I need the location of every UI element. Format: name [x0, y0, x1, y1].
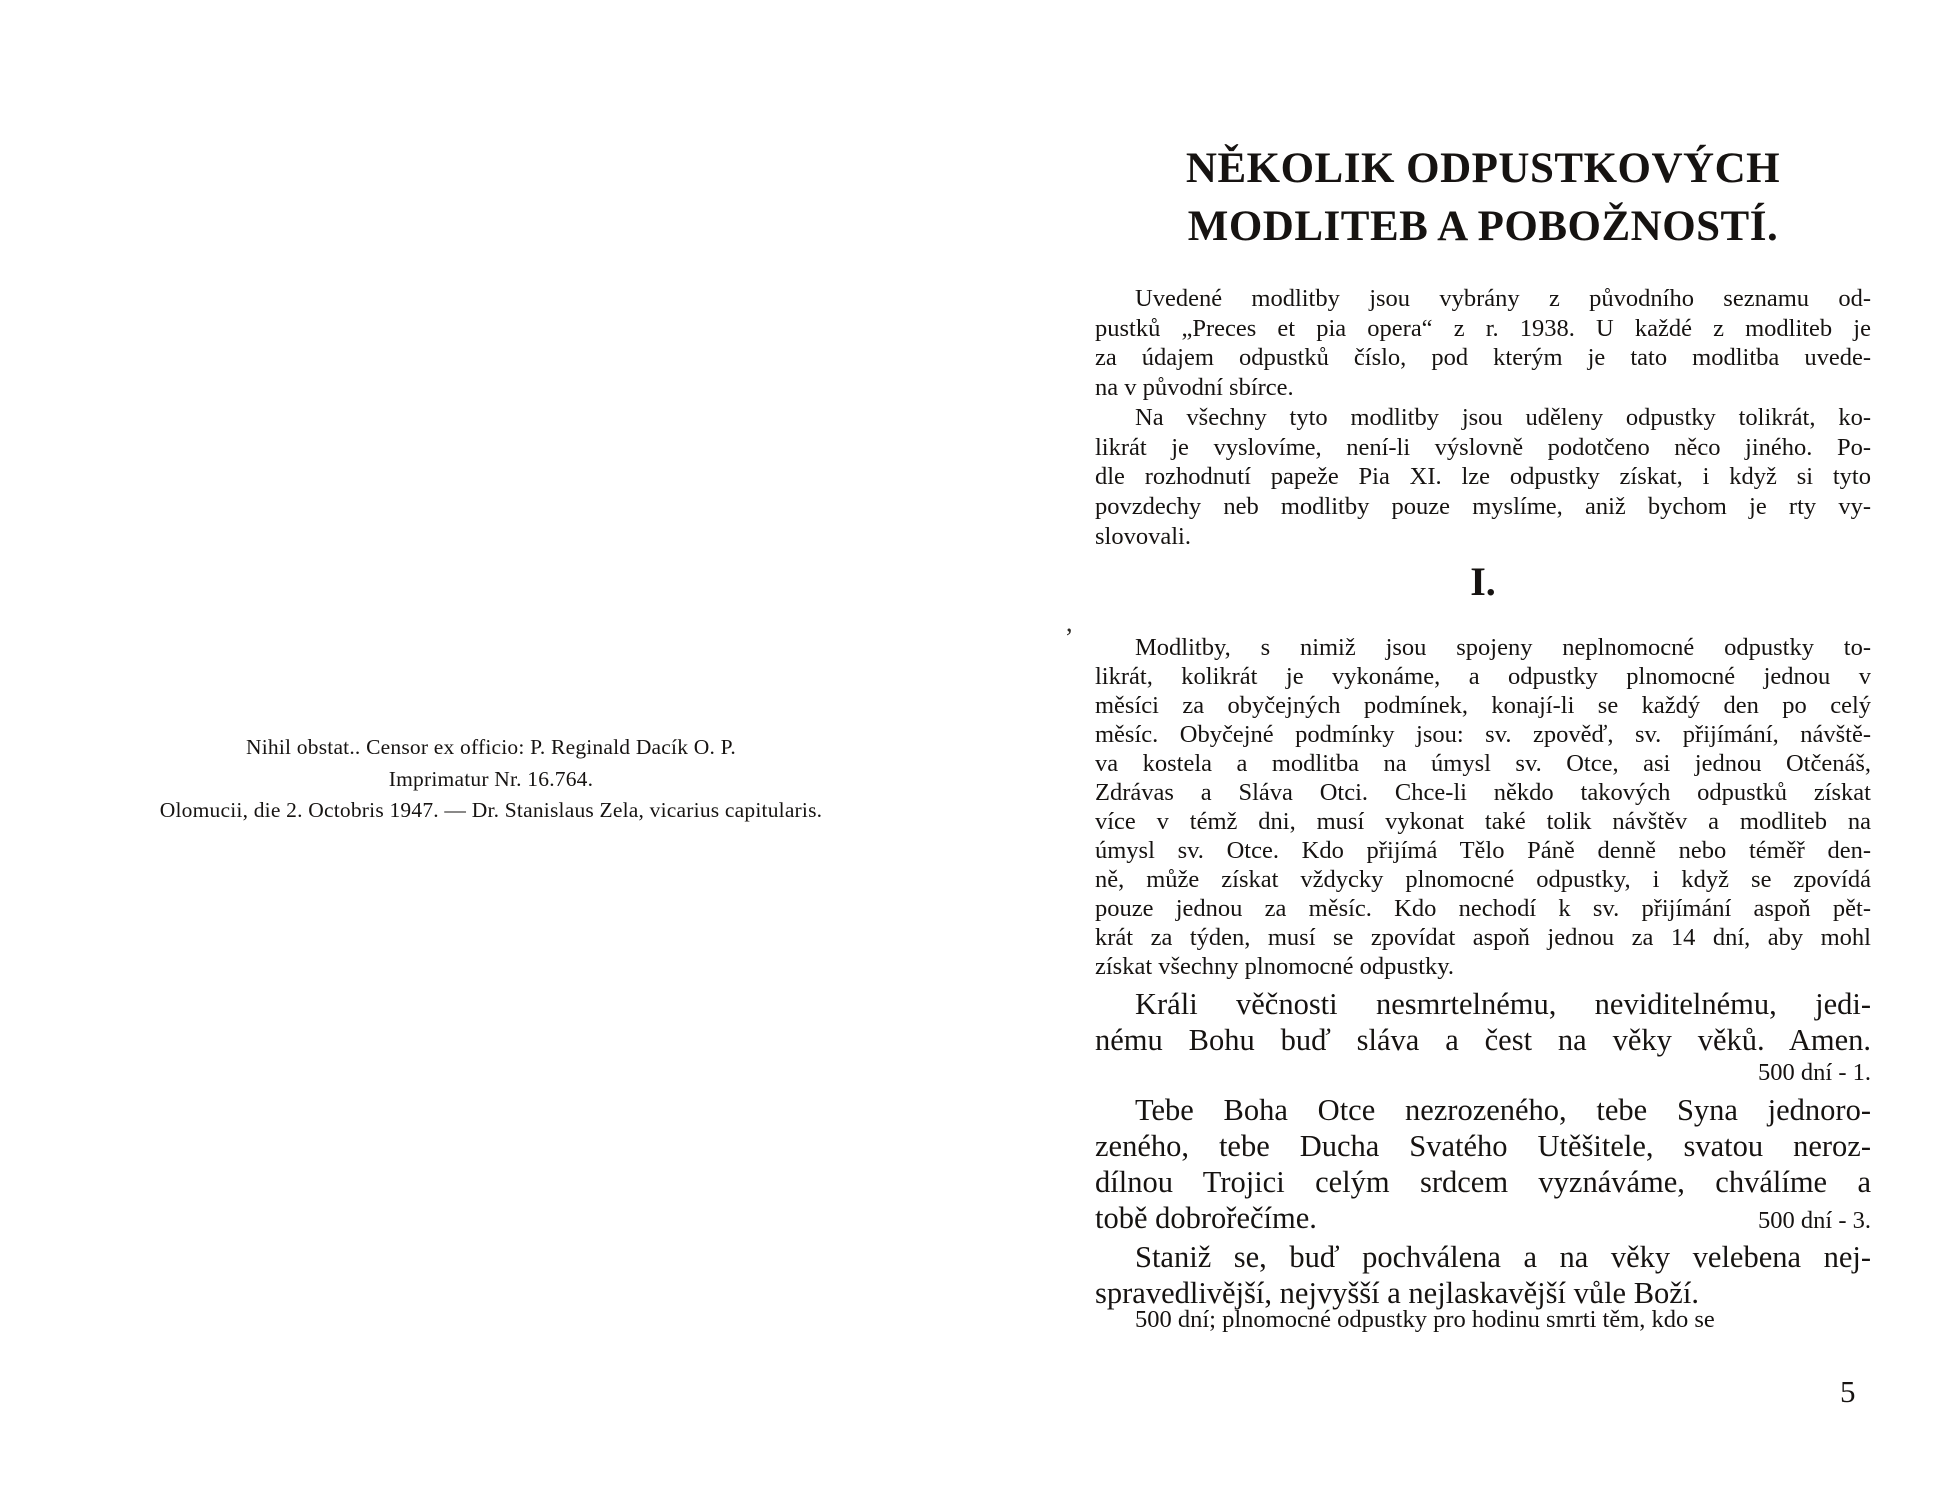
text-line: Modlitby, s nimiž jsou spojeny neplnomocné odpustky to- [1135, 634, 1871, 662]
margin-mark-artifact: , [1066, 608, 1073, 637]
text-line: Králi věčnosti nesmrtelnému, neviditelnému, jedi- [1135, 987, 1871, 1022]
text-line: likrát, kolikrát je vykonáme, a odpustky plnomocné jednou v [1095, 663, 1871, 691]
text-line: nému Bohu buď sláva a čest na věky věků. Amen. [1095, 1023, 1871, 1058]
text-line: na v původní sbírce. [1095, 374, 1294, 402]
intro-paragraph-2 [1095, 403, 1871, 552]
text-line: pouze jednou za měsíc. Kdo nechodí k sv. přijímání aspoň pět- [1095, 895, 1871, 923]
text-line: likrát je vyslovíme, není-li výslovně podotčeno něco jiného. Po- [1095, 433, 1871, 461]
text-line: úmysl sv. Otce. Kdo přijímá Tělo Páně denně nebo téměř den- [1095, 837, 1871, 865]
right-page-column [1095, 128, 1871, 1335]
page-number: 5 [1840, 1374, 1856, 1409]
prayer-paragraph-2 [1095, 1092, 1871, 1200]
text-line: va kostela a modlitba na úmysl sv. Otce, asi jednou Otčenáš, [1095, 750, 1871, 778]
text-line: Zdrávas a Sláva Otci. Chce-li někdo takových odpustků získat [1095, 779, 1871, 807]
text-line: pustků „Preces et pia opera“ z r. 1938. U každé z modliteb je [1095, 314, 1871, 342]
body-paragraph [1095, 633, 1871, 981]
text-line: zeného, tebe Ducha Svatého Utěšitele, svatou neroz- [1095, 1129, 1871, 1164]
olomucii-date-line: Olomucii, die 2. Octobris 1947. — Dr. Stanislaus Zela, vicarius capitularis. [159, 798, 823, 822]
text-line: povzdechy neb modlitby pouze myslíme, aniž bychom je rty vy- [1095, 492, 1871, 520]
intro-paragraph-1 [1095, 284, 1871, 403]
prayer-paragraph-1 [1095, 986, 1871, 1058]
text-line: spravedlivější, nejvyšší a nejlaskavější vůle Boží. [1095, 1276, 1699, 1311]
indulgence-note-1: 500 dní - 1. [1758, 1059, 1871, 1087]
indulgence-note-3: 500 dní - 3. [1758, 1207, 1871, 1235]
text-line: získat všechny plnomocné odpustky. [1095, 953, 1455, 981]
text-line: Tebe Boha Otce nezrozeného, tebe Syna jednoro- [1135, 1093, 1871, 1128]
prayer-2-closing-text: tobě dobrořečíme. [1095, 1201, 1317, 1236]
text-line: slovovali. [1095, 522, 1191, 550]
indulgence-footnote: 500 dní; plnomocné odpustky pro hodinu smrti těm, kdo se [1135, 1306, 1715, 1334]
text-line: měsíc. Obyčejné podmínky jsou: sv. zpověď, sv. přijímání, návště- [1095, 721, 1871, 749]
page-title-line-1: NĚKOLIK ODPUSTKOVÝCH [1185, 145, 1781, 192]
prayer-paragraph-2-last-line [1095, 1200, 1871, 1239]
text-line: Staniž se, buď pochválena a na věky velebena nej- [1135, 1240, 1871, 1275]
text-line: krát za týden, musí se zpovídat aspoň jednou za 14 dní, aby mohl [1095, 924, 1871, 952]
text-line: za údajem odpustků číslo, pod kterým je tato modlitba uvede- [1095, 344, 1871, 372]
imprimatur-line: Imprimatur Nr. 16.764. [388, 766, 594, 791]
text-line: dle rozhodnutí papeže Pia XI. lze odpustky získat, i když si tyto [1095, 463, 1871, 491]
imprimatur-block [98, 732, 884, 827]
text-line: Uvedené modlitby jsou vybrány z původního seznamu od- [1135, 285, 1871, 312]
text-line: více v témž dni, musí vykonat také tolik návštěv a modliteb na [1095, 808, 1871, 836]
section-heading: I. [1470, 559, 1496, 605]
nihil-obstat-line: Nihil obstat.. Censor ex officio: P. Reginald Dacík O. P. [246, 735, 736, 759]
prayer-paragraph-3 [1095, 1239, 1871, 1311]
text-line: Na všechny tyto modlitby jsou uděleny odpustky tolikrát, ko- [1135, 403, 1871, 431]
text-line: měsíci za obyčejných podmínek, konají-li se každý den po celý [1095, 692, 1871, 720]
text-line: dílnou Trojici celým srdcem vyznáváme, chválíme a [1095, 1165, 1871, 1200]
page-title-line-2: MODLITEB A POBOŽNOSTÍ. [1187, 203, 1779, 250]
text-line: ně, může získat vždycky plnomocné odpustky, i když se zpovídá [1095, 866, 1871, 894]
page-title [1095, 128, 1871, 256]
